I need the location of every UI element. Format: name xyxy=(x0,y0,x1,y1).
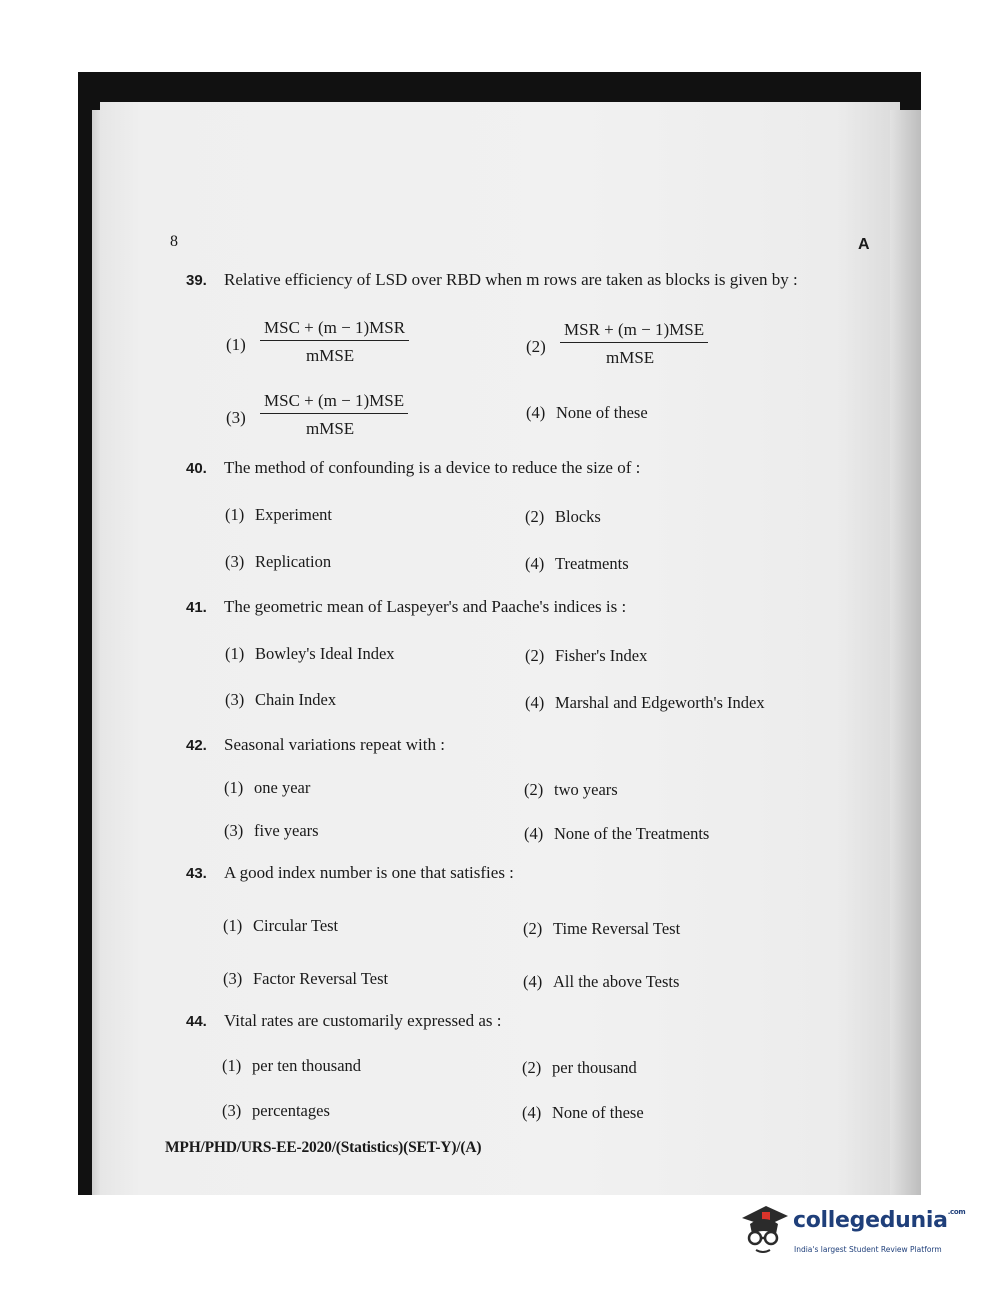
question-number: 43. xyxy=(186,865,207,882)
page-number: 8 xyxy=(170,233,178,250)
option-text: percentages xyxy=(252,1101,330,1120)
option-text: per ten thousand xyxy=(252,1056,362,1075)
question-42 xyxy=(186,735,445,755)
option-text: None of the Treatments xyxy=(554,824,710,843)
question-44 xyxy=(186,1011,502,1031)
option-label: (4) xyxy=(525,693,545,712)
set-label: A xyxy=(858,236,870,253)
paper-code: MPH/PHD/URS-EE-2020/(Statistics)(SET-Y)/(A) xyxy=(165,1139,482,1156)
option-text: None of these xyxy=(556,403,648,422)
fraction-numerator: MSC + (m − 1)MSR xyxy=(260,318,409,341)
option-text: Factor Reversal Test xyxy=(253,969,389,988)
option-label: (1) xyxy=(222,1056,242,1075)
option-label: (3) xyxy=(224,821,244,840)
exam-page xyxy=(100,102,900,1195)
option-41-3 xyxy=(225,690,336,710)
option-text: All the above Tests xyxy=(553,972,680,991)
student-mascot-icon xyxy=(736,1200,792,1256)
question-43 xyxy=(186,863,514,883)
option-41-1 xyxy=(225,644,395,664)
option-44-1 xyxy=(222,1056,361,1076)
option-39-2 xyxy=(526,320,726,370)
option-text: Time Reversal Test xyxy=(553,919,681,938)
option-text: Replication xyxy=(255,552,332,571)
question-text: Vital rates are customarily expressed as : xyxy=(224,1011,502,1030)
option-text: Chain Index xyxy=(255,690,337,709)
option-label: (3) xyxy=(225,552,245,571)
fraction-denominator: mMSE xyxy=(606,348,655,367)
page-shadow xyxy=(890,110,921,1195)
option-42-4 xyxy=(524,824,709,844)
option-text: per thousand xyxy=(552,1058,637,1077)
option-label: (4) xyxy=(525,554,545,573)
option-label: (3) xyxy=(223,969,243,988)
option-label: (4) xyxy=(524,824,544,843)
question-number: 39. xyxy=(186,272,207,289)
question-text: A good index number is one that satisfies : xyxy=(224,863,514,882)
option-42-2 xyxy=(524,780,618,800)
option-label: (1) xyxy=(225,505,245,524)
brand-tagline: India's largest Student Review Platform xyxy=(794,1245,942,1254)
option-text: Blocks xyxy=(555,507,601,526)
option-label: (2) xyxy=(526,337,546,356)
fraction-denominator: mMSE xyxy=(306,419,355,438)
option-label: (4) xyxy=(522,1103,542,1122)
option-label: (1) xyxy=(225,644,245,663)
option-text: one year xyxy=(254,778,311,797)
fraction-numerator: MSR + (m − 1)MSE xyxy=(560,320,708,343)
question-40 xyxy=(186,458,640,478)
option-44-4 xyxy=(522,1103,644,1123)
option-43-2 xyxy=(523,919,680,939)
option-text: Treatments xyxy=(555,554,629,573)
option-41-4 xyxy=(525,693,765,713)
option-label: (1) xyxy=(224,778,244,797)
option-label: (2) xyxy=(525,646,545,665)
brand-tld: .com xyxy=(947,1208,966,1216)
option-text: five years xyxy=(254,821,319,840)
option-40-1 xyxy=(225,505,332,525)
option-40-4 xyxy=(525,554,629,574)
option-44-2 xyxy=(522,1058,637,1078)
option-text: Fisher's Index xyxy=(555,646,648,665)
question-text: The geometric mean of Laspeyer's and Paache's indices is : xyxy=(224,597,627,616)
option-label: (2) xyxy=(525,507,545,526)
option-39-1 xyxy=(226,318,426,368)
option-text: None of these xyxy=(552,1103,644,1122)
option-text: Bowley's Ideal Index xyxy=(255,644,395,663)
question-number: 42. xyxy=(186,737,207,754)
option-43-4 xyxy=(523,972,679,992)
option-text: two years xyxy=(554,780,618,799)
option-42-3 xyxy=(224,821,319,841)
option-label: (1) xyxy=(223,916,243,935)
option-text: Experiment xyxy=(255,505,332,524)
option-text: Marshal and Edgeworth's Index xyxy=(555,693,765,712)
option-text: Circular Test xyxy=(253,916,339,935)
option-40-2 xyxy=(525,507,601,527)
fraction-denominator: mMSE xyxy=(306,346,355,365)
question-number: 40. xyxy=(186,460,207,477)
collegedunia-logo xyxy=(736,1198,966,1260)
question-39 xyxy=(186,270,798,290)
question-number: 41. xyxy=(186,599,207,616)
question-number: 44. xyxy=(186,1013,207,1030)
option-label: (4) xyxy=(526,403,546,422)
option-43-3 xyxy=(223,969,388,989)
question-text: Seasonal variations repeat with : xyxy=(224,735,445,754)
option-label: (2) xyxy=(524,780,544,799)
option-label: (3) xyxy=(222,1101,242,1120)
option-39-3 xyxy=(226,391,426,441)
option-41-2 xyxy=(525,646,647,666)
option-42-1 xyxy=(224,778,310,798)
question-text: Relative efficiency of LSD over RBD when m rows are taken as blocks is given by : xyxy=(224,270,798,289)
option-label: (4) xyxy=(523,972,543,991)
question-41 xyxy=(186,597,626,617)
question-text: The method of confounding is a device to reduce the size of : xyxy=(224,458,641,477)
option-44-3 xyxy=(222,1101,330,1121)
option-label: (3) xyxy=(225,690,245,709)
option-label: (3) xyxy=(226,408,246,427)
option-39-4 xyxy=(526,403,648,423)
option-label: (2) xyxy=(523,919,543,938)
option-label: (2) xyxy=(522,1058,542,1077)
fraction-numerator: MSC + (m − 1)MSE xyxy=(260,391,408,414)
option-label: (1) xyxy=(226,335,246,354)
option-40-3 xyxy=(225,552,331,572)
brand-name: collegedunia$^{.com}$ xyxy=(793,1208,966,1233)
option-43-1 xyxy=(223,916,338,936)
